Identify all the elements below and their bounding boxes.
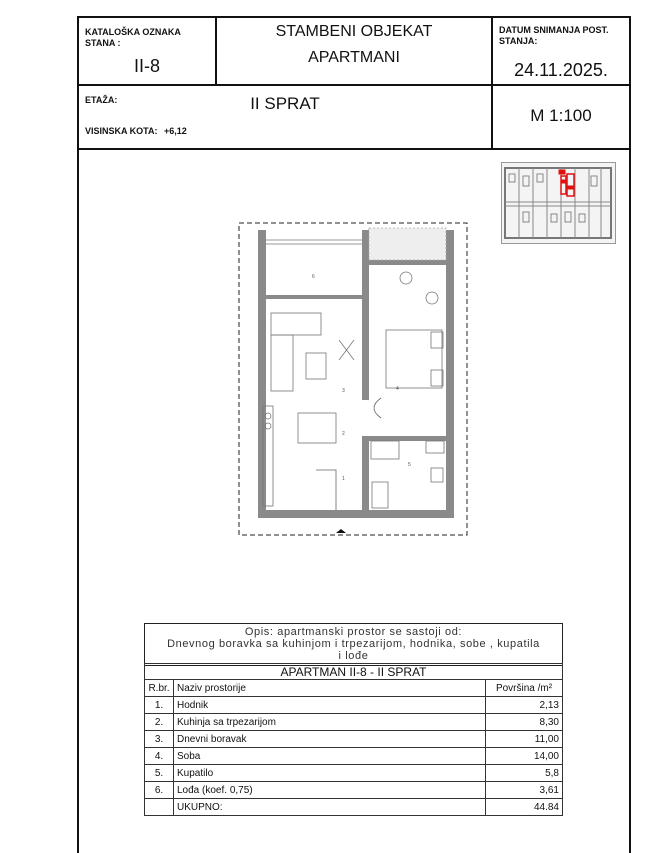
col-header-no: R.br. [145, 680, 174, 697]
description-box [144, 623, 563, 666]
row-no: 6. [145, 782, 174, 799]
floor-label: ETAŽA: [85, 95, 118, 105]
floor-value: II SPRAT [250, 94, 320, 113]
cadastral-value: II-8 [133, 56, 160, 76]
row-no: 2. [145, 714, 174, 731]
survey-date: 24.11.2025. [514, 60, 608, 80]
scale-value: M 1:100 [530, 106, 592, 125]
cadastral-cell [77, 16, 217, 86]
row-no: 5. [145, 765, 174, 782]
table-row [145, 731, 563, 748]
description-line-3: i lođe [338, 650, 369, 662]
row-name: Soba [174, 748, 486, 765]
height-label: VISINSKA KOTA: [85, 126, 158, 136]
total-spacer [145, 799, 174, 816]
room-label-3: 3 [342, 388, 345, 394]
room-label-4: 4 [396, 386, 399, 392]
table-row [145, 782, 563, 799]
row-area: 3,61 [486, 782, 563, 799]
survey-label: DATUM SNIMANJA POST. STANJA: [499, 25, 609, 46]
building-type: APARTMANI [308, 49, 400, 66]
apartment-floor-plan [236, 220, 470, 538]
description-line-1: Opis: apartmanski prostor se sastoji od: [244, 626, 463, 638]
scale-cell [491, 84, 631, 150]
row-name: Lođa (koef. 0,75) [174, 782, 486, 799]
row-area: 8,30 [486, 714, 563, 731]
room-area-table [144, 663, 563, 816]
description-text [145, 624, 562, 665]
room-label-2: 2 [342, 431, 345, 437]
cadastral-label: KATALOŠKA OZNAKA STANA : [85, 27, 181, 48]
table-title: APARTMAN II-8 - II SPRAT [145, 664, 563, 680]
total-label: UKUPNO: [174, 799, 486, 816]
row-area: 5,8 [486, 765, 563, 782]
floor-cell [77, 84, 493, 150]
row-name: Kuhinja sa trpezarijom [174, 714, 486, 731]
row-area: 14,00 [486, 748, 563, 765]
building-cell [215, 16, 493, 86]
walls [258, 230, 454, 518]
table-total-row [145, 799, 563, 816]
row-name: Hodnik [174, 697, 486, 714]
height-value: +6,12 [164, 126, 187, 136]
row-area: 11,00 [486, 731, 563, 748]
table-row [145, 765, 563, 782]
table-row [145, 697, 563, 714]
table-row [145, 714, 563, 731]
building-name: STAMBENI OBJEKAT [275, 23, 433, 40]
col-header-name: Naziv prostorije [174, 680, 486, 697]
entrance-marker [336, 529, 346, 533]
row-no: 3. [145, 731, 174, 748]
description-line-2: Dnevnog boravka sa kuhinjom i trpezarijom, hodnika, sobe , kupatila [167, 638, 540, 650]
loggia-floor [369, 228, 446, 260]
room-label-6: 6 [312, 274, 315, 280]
survey-cell [491, 16, 631, 86]
row-area: 2,13 [486, 697, 563, 714]
row-name: Kupatilo [174, 765, 486, 782]
total-value: 44.84 [486, 799, 563, 816]
row-name: Dnevni boravak [174, 731, 486, 748]
height-row [85, 126, 187, 137]
row-no: 4. [145, 748, 174, 765]
room-label-5: 5 [408, 462, 411, 468]
row-no: 1. [145, 697, 174, 714]
key-plan-thumbnail [501, 162, 616, 244]
col-header-area: Površina /m² [486, 680, 563, 697]
room-label-1: 1 [342, 476, 345, 482]
table-row [145, 748, 563, 765]
title-block [77, 16, 631, 150]
